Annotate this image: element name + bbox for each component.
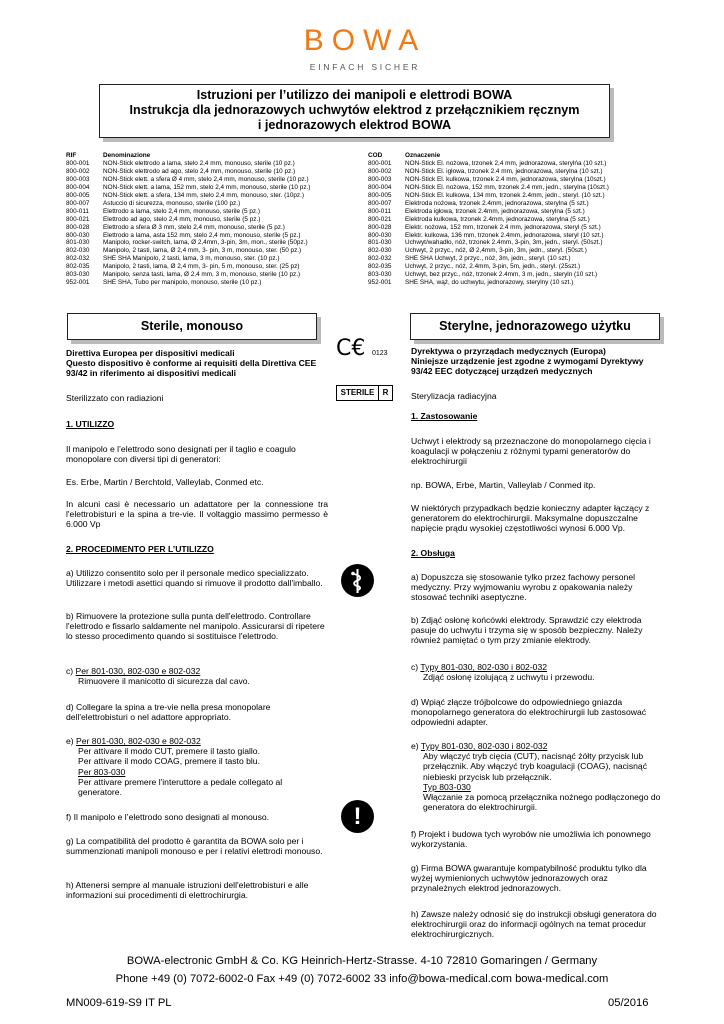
product-description: Elettrodo a lama, asta 152 mm, stelo 2,4 mm, monouso, sterile (5 pz.)	[103, 231, 301, 239]
table-row	[368, 176, 668, 184]
pl-item-h: h) Zawsze należy odnosić się do instrukcji obsługi generatora do elektrochirurgii oraz do informacji ogólnych na temat procedur elektrochirurgicznych.	[411, 909, 657, 940]
ce-mark: C€	[336, 336, 366, 361]
product-description: SHE SHA Manipolo, 2 tasti, lama, 3 m, monouso, ster. (10 pz.)	[103, 255, 280, 263]
table-row	[368, 192, 668, 200]
product-code: 802-032	[368, 255, 392, 263]
exclamation-icon: !	[341, 800, 374, 833]
pl-conform: Niniejsze urządzenie jest zgodne z wymogami Dyrektywy 93/42 EEC dotyczącej urządzeń medycznych	[411, 356, 644, 377]
product-description: Manipolo, senza tasti, lama, Ø 2,4 mm, 3 m, monouso, sterile (10 pz.)	[103, 271, 301, 279]
pl-directive: Dyrektywa o przyrządach medycznych (Europa)	[411, 346, 606, 356]
product-description: SHE SHA, wąż, do uchwytu, jednorazowy, sterylny (10 szt.)	[405, 279, 574, 287]
product-description: NON-Stick El. nożowa, 152 mm, trzonek 2.4 mm, jedn., sterylna (10szt.)	[405, 183, 609, 191]
product-code: 800-003	[368, 175, 392, 183]
it-c-text: Rimuovere il manicotto di sicurezza dal cavo.	[78, 676, 250, 687]
product-code: 800-007	[368, 199, 392, 207]
product-description: Elektroda nożowa, trzonek 2.4mm, jednorazowa, sterylna (5 szt.)	[405, 199, 589, 207]
product-code: 800-001	[66, 159, 90, 167]
product-code: 800-030	[66, 231, 90, 239]
table-row	[368, 216, 668, 224]
product-description: Astuccio di sicurezza, monouso, sterile (100 pz.)	[103, 199, 241, 207]
pl-item-f: f) Projekt i budowa tych wyrobów nie umożliwia ich ponownego wykorzystania.	[411, 829, 651, 850]
footer-address: BOWA-electronic GmbH & Co. KG Heinrich-Hertz-Strasse. 4-10 72810 Gomaringen / Germany	[126, 955, 598, 967]
pl-table-header	[368, 152, 668, 160]
product-description: Uchwyt/wahadło, nóż, trzonek 2.4mm, 3-pin, 3m, jedn., steryl. (50szt.)	[405, 239, 603, 247]
pl-c-label: c)	[411, 662, 421, 672]
product-table-pl	[368, 152, 668, 287]
it-item-f: f) Il manipolo e l’elettrodo sono designati al monouso.	[66, 812, 270, 822]
table-row	[368, 224, 668, 232]
it-item-c	[66, 666, 250, 686]
sterile-label-left: STERILE	[337, 386, 379, 400]
product-code: 803-030	[368, 271, 392, 279]
it-sterilized: Sterilizzato con radiazioni	[66, 393, 164, 403]
table-row	[66, 200, 366, 208]
pl-p2: W niektórych przypadkach będzie konieczny adapter łączący z generatorem do elektrochirurgii. Maksymalne dopuszczalne napięcie prądu wysokiej częstotliwości wynosi 6.000 Vp.	[411, 503, 650, 534]
column-header: Denominazione	[103, 152, 151, 159]
it-item-g: g) La compatibilità del prodotto è garantita da BOWA solo per i summenzionati manipoli monouso e per i relativi elettrodi monouso.	[66, 836, 323, 857]
pl-c-types: Typy 801-030, 802-030 i 802-032	[420, 662, 548, 672]
product-description: Uchwyt, 2 przyc., nóż, 2.4mm, 3-pin, 5m, jedn., steryl. (25szt.)	[405, 263, 581, 271]
medical-staff-icon	[341, 564, 374, 597]
table-row	[368, 232, 668, 240]
product-code: 800-021	[66, 215, 90, 223]
table-row	[66, 160, 366, 168]
it-c-types: Per 801-030, 802-030 e 802-032	[75, 666, 201, 676]
table-row	[368, 279, 668, 287]
table-row	[66, 255, 366, 263]
pl-p1: Uchwyt i elektrody są przeznaczone do monopolarnego cięcia i koagulacji w połączeniu z różnymi typami generatorów do elektrochirurgii	[411, 436, 651, 467]
column-header: Oznaczenie	[405, 152, 441, 159]
pl-heading-1: 1. Zastosowanie	[411, 411, 478, 421]
pl-e-text-1: Aby włączyć tryb cięcia (CUT), nacisnąć żółty przycisk lub przełącznik. Aby włączyć tryb koagulacji (COAG), nacisnąć niebieski przycisk lub przełącznik.	[423, 751, 647, 782]
product-description: SHE SHA Uchwyt, 2 przyc., nóż, 3m, jedn., steryl. (10 szt.)	[405, 255, 571, 263]
column-header: COD	[368, 152, 383, 159]
product-code: 800-030	[368, 231, 392, 239]
table-row	[66, 232, 366, 240]
table-row	[66, 224, 366, 232]
table-row	[66, 263, 366, 271]
product-code: 802-035	[66, 263, 90, 271]
product-table-it	[66, 152, 366, 287]
table-row	[66, 247, 366, 255]
product-description: Manipolo, 2 tasti, lama, Ø 2,4 mm, 3- pin, 5 m, monouso, ster. (25 pz)	[103, 263, 300, 271]
product-code: 800-021	[368, 215, 392, 223]
product-description: NON-Stick elett. a sfera Ø 4 mm, stelo 2,4 mm, monouso, sterile (10 pz.)	[103, 175, 309, 183]
table-row	[368, 247, 668, 255]
pl-examples: np. BOWA, Erbe, Martin, Valleylab / Conmed itp.	[411, 480, 596, 490]
table-row	[368, 271, 668, 279]
table-row	[66, 176, 366, 184]
table-row	[368, 255, 668, 263]
product-code: 800-005	[368, 191, 392, 199]
it-item-b: b) Rimuovere la protezione sulla punta dell'elettrodo. Controllare l'elettrodo e fissarlo saldamente nel manipolo. Assicurarsi di ripetere lo stesso procedimento quando si sostituisce l'elettrodo.	[66, 611, 325, 642]
it-p2: In alcuni casi è necessario un adattatore per la connessione tra l'elettrobisturi e la spina a tre-vie. Il voltaggio massimo permesso è 6.000 Vp	[66, 499, 328, 530]
product-description: NON-Stick elett. a lama, 152 mm, stelo 2,4 mm, monouso, sterile (10 pz.)	[103, 183, 311, 191]
product-code: 802-032	[66, 255, 90, 263]
pl-item-c	[411, 662, 595, 682]
table-row	[368, 239, 668, 247]
it-heading-2: 2. PROCEDIMENTO PER L’UTILIZZO	[66, 544, 214, 554]
it-e-types-2: Per 803-030	[78, 766, 126, 777]
table-row	[66, 184, 366, 192]
product-code: 800-002	[368, 167, 392, 175]
pl-item-e	[411, 741, 663, 812]
product-code: 802-030	[368, 247, 392, 255]
document-id: MN009-619-S9 IT PL	[66, 997, 172, 1009]
table-row	[66, 279, 366, 287]
product-code: 802-035	[368, 263, 392, 271]
pl-e-text-3: Włączanie za pomocą przełącznika nożnego podłączonego do generatora do elektrochirurgii.	[423, 792, 661, 813]
table-row	[66, 192, 366, 200]
product-code: 952-001	[368, 279, 392, 287]
product-code: 800-011	[66, 207, 89, 215]
table-row	[66, 239, 366, 247]
logo-word: BOWA	[303, 24, 427, 57]
column-header: RIF	[66, 152, 77, 159]
it-e-text-2: Per attivare il modo COAG, premere il tasto blu.	[78, 756, 260, 767]
product-code: 801-030	[66, 239, 90, 247]
title-line-2: Instrukcja dla jednorazowych uchwytów elektrod z przełącznikiem ręcznym	[129, 103, 580, 117]
it-item-h: h) Attenersi sempre al manuale istruzioni dell'elettrobisturi e alle informazioni sui procedimenti di elettrochirurgia.	[66, 880, 309, 901]
table-row	[66, 208, 366, 216]
product-description: Manipolo, 2 tasti, lama, Ø 2,4 mm, 3- pin, 3 m, monouso, ster. (50 pz.)	[103, 247, 302, 255]
it-e-text-3: Per attivare premere l'interuttore a pedale collegato al generatore.	[78, 776, 283, 798]
title-line-3: i jednorazowych elektrod BOWA	[257, 118, 452, 132]
ce-number: 0123	[372, 350, 388, 357]
product-description: Uchwyt, bez przyc., nóż, trzonek 2.4mm, 3 m, jedn., steryln (10 szt.)	[405, 271, 598, 279]
it-e-label: e)	[66, 736, 77, 746]
sterile-label-right: R	[382, 388, 389, 397]
product-code: 800-011	[368, 207, 391, 215]
product-description: NON-Stick El. kulkowa, trzonek 2.4 mm, jednorazowa, sterylna (10szt.)	[405, 175, 606, 183]
product-code: 800-004	[368, 183, 392, 191]
product-description: SHE SHA, Tubo per manipolo, monouso, sterile (10 pz.)	[103, 279, 262, 287]
table-row	[66, 168, 366, 176]
pl-item-a: a) Dopuszcza się stosowanie tylko przez fachowy personel medyczny. Przy wyjmowaniu wyrobu z opakowania należy stosować techniki aseptyczne.	[411, 572, 636, 603]
product-code: 800-003	[66, 175, 90, 183]
product-code: 800-028	[368, 223, 392, 231]
product-code: 800-005	[66, 191, 90, 199]
product-description: Elettrodo a lama, stelo 2,4 mm, monouso, sterile (5 pz.)	[103, 207, 260, 215]
table-row	[368, 160, 668, 168]
table-row	[66, 216, 366, 224]
it-item-a: a) Utilizzo consentito solo per il personale medico specializzato. Utilizzare i metodi asettici quando si rimuove il prodotto dall'imballo.	[66, 568, 323, 589]
pl-item-g: g) Firma BOWA gwarantuje kompatybilność produktu tylko dla wyżej wymienionych uchwytów jednorazowych oraz przynależnych elektrod jednorazowych.	[411, 863, 647, 894]
product-code: 952-001	[66, 279, 90, 287]
product-code: 801-030	[368, 239, 392, 247]
product-description: NON-Stick elettrodo a lama, stelo 2,4 mm, monouso, sterile (10 pz.)	[103, 159, 295, 167]
it-item-d: d) Collegare la spina a tre-vie nella presa monopolare dell'elettrobisturi o nel adattore appropriato.	[66, 702, 271, 723]
section-title-pl: Sterylne, jednorazowego użytku	[410, 313, 660, 340]
product-description: Elettrodo a sfera Ø 3 mm, stelo 2,4 mm, monouso, sterile (5 pz.)	[103, 223, 285, 231]
product-description: Elektroda kulkowa, trzonek 2.4mm, jednorazowa, sterylna (5 szt.)	[405, 215, 590, 223]
table-row	[368, 168, 668, 176]
footer-contact: Phone +49 (0) 7072-6002-0 Fax +49 (0) 7072-6002 33 info@bowa-medical.com bowa-medical.com	[115, 973, 609, 985]
product-code: 800-004	[66, 183, 90, 191]
product-description: Manipolo, rocker-switch, lama, Ø 2,4mm, 3-pin, 3m, mon., sterile (50pz.)	[103, 239, 308, 247]
product-description: NON-Stick elett. a sfera, 134 mm, stelo 2,4 mm, monouso, ster. (10pz.)	[103, 191, 305, 199]
it-item-e	[66, 736, 328, 797]
section-title-it: Sterile, monouso	[67, 313, 317, 340]
product-description: Elektr. nożowa, 152 mm, trzonek 2.4 mm, jednorazowa, steryl (5 szt.)	[405, 223, 601, 231]
pl-e-types-2: Typ 803-030	[423, 781, 471, 792]
table-row	[368, 200, 668, 208]
product-code: 803-030	[66, 271, 90, 279]
product-description: NON-Stick El. igłowa, trzonek 2.4 mm, jednorazowa, sterylna (10 szt.)	[405, 167, 603, 175]
it-p1: Il manipolo e l’elettrodo sono designati per il taglio e coagulo monopolare con diversi tipi di generatori:	[66, 444, 296, 465]
document-date: 05/2016	[608, 997, 649, 1009]
sterile-r-label	[336, 385, 393, 401]
pl-heading-2: 2. Obsługa	[411, 548, 455, 558]
it-e-types: Per 801-030, 802-030 e 802-032	[76, 736, 201, 746]
product-description: NON-Stick elettrodo ad ago, stelo 2,4 mm, monouso, sterile (10 pz.)	[103, 167, 296, 175]
table-row	[66, 271, 366, 279]
title-box	[99, 84, 610, 138]
logo-tagline: EINFACH SICHER	[309, 62, 421, 72]
pl-c-text: Zdjąć osłonę izolującą z uchwytu i przewodu.	[423, 672, 595, 683]
pl-item-d: d) Wpiąć złącze trójbolcowe do odpowiedniego gniazda monopolarnego generatora do elektrochirurgii lub zastosować odpowiedni adapter.	[411, 697, 647, 728]
pl-e-label: e)	[411, 741, 421, 751]
product-code: 802-030	[66, 247, 90, 255]
it-heading-1: 1. UTILIZZO	[66, 419, 115, 429]
product-description: NON-Stick El. kulkowa, 134 mm, trzonek 2.4mm, jedn., steryl. (10 szt.)	[405, 191, 605, 199]
product-description: Elektroda igłowa, trzonek 2.4mm, jednorazowa, sterylna (5 szt.)	[405, 207, 585, 215]
product-code: 800-002	[66, 167, 90, 175]
it-c-label: c)	[66, 666, 76, 676]
it-examples: Es. Erbe, Martin / Berchtold, Valleylab, Conmed etc.	[66, 477, 264, 487]
it-conform: Questo dispositivo è conforme ai requisiti della Direttiva CEE 93/42 in riferimento ai dispositivi medicali	[66, 358, 317, 379]
product-description: Uchwyt, 2 przyc., nóż, Ø 2,4mm, 3-pin, 3m, jedn., steryl. (50szt.)	[405, 247, 587, 255]
product-description: NON-Stick El. nożowa, trzonek 2,4 mm, jednorazowa, sterylńa (10 szt.)	[405, 159, 607, 167]
pl-e-types: Typy 801-030, 802-030 i 802-032	[420, 741, 548, 751]
bowa-logo	[285, 24, 445, 70]
product-description: Elettrodo ad ago, stelo 2,4 mm, monouso, sterile (5 pz.)	[103, 215, 261, 223]
table-row	[368, 184, 668, 192]
table-row	[368, 208, 668, 216]
it-table-header	[66, 152, 366, 160]
pl-item-b: b) Zdjąć osłonę końcówki elektrody. Sprawdzić czy elektroda pasuje do uchwytu i trzyma się w sposób bezpieczny. Należy również pamiętać o tym przy zmianie elektrody.	[411, 615, 643, 646]
title-line-1: Istruzioni per l’utilizzo dei manipoli e elettrodi BOWA	[196, 88, 513, 102]
it-directive: Direttiva Europea per dispositivi medicali	[66, 348, 235, 358]
product-code: 800-001	[368, 159, 392, 167]
pl-sterilized: Sterylizacja radiacyjna	[411, 391, 497, 401]
product-code: 800-028	[66, 223, 90, 231]
product-code: 800-007	[66, 199, 90, 207]
product-description: Elektr. kulkowa, 136 mm, trzonek 2.4mm, jednorazowa, steryl (10 szt.)	[405, 231, 604, 239]
table-row	[368, 263, 668, 271]
it-e-text-1: Per attivare il modo CUT, premere il tasto giallo.	[78, 746, 260, 757]
